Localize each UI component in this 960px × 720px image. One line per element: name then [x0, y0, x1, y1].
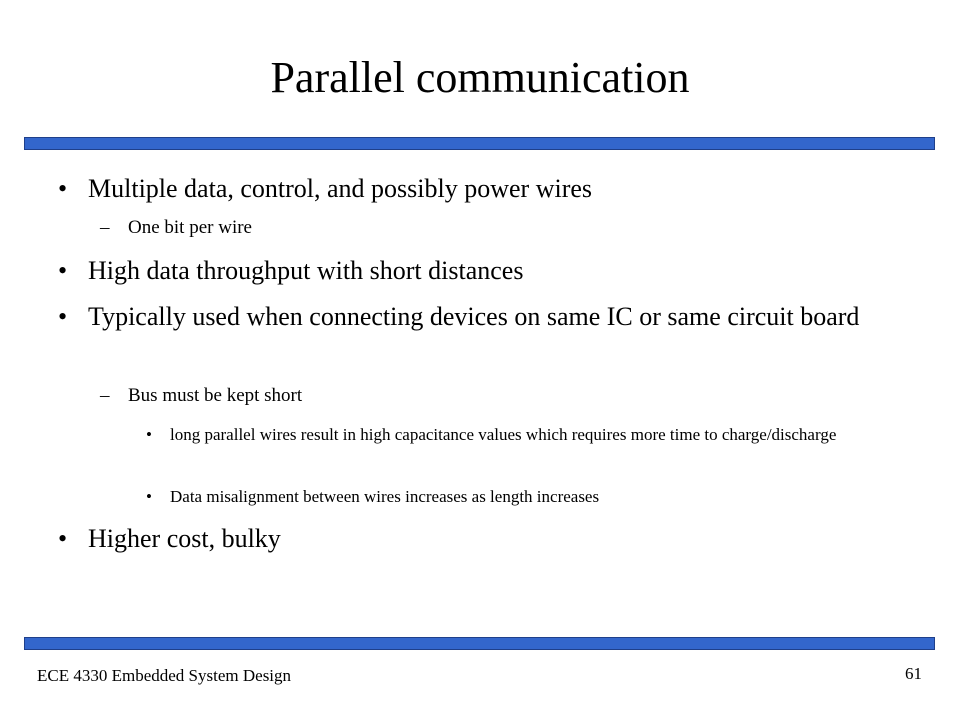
- sub-bullet-glyph: –: [100, 217, 110, 238]
- footer-course-title: ECE 4330 Embedded System Design: [37, 666, 292, 685]
- bullet-text: Typically used when connecting devices on same IC or same circuit board: [88, 302, 860, 331]
- slide-title: Parallel communication: [270, 53, 690, 102]
- sub-bullet-text: One bit per wire: [128, 217, 252, 238]
- sub-sub-bullet-glyph: •: [146, 425, 152, 444]
- bullet-text: Higher cost, bulky: [88, 524, 281, 553]
- page-number: 61: [905, 664, 922, 683]
- sub-bullet-text: Bus must be kept short: [128, 385, 303, 406]
- sub-sub-bullet-text: long parallel wires result in high capacitance values which requires more time to charge/discharge: [170, 425, 837, 444]
- bullet-text: Multiple data, control, and possibly power wires: [88, 174, 593, 203]
- sub-sub-bullet-glyph: •: [146, 487, 152, 506]
- bullet-glyph: •: [58, 256, 68, 285]
- sub-bullet-glyph: –: [100, 385, 110, 406]
- bullet-text: High data throughput with short distances: [88, 256, 524, 285]
- bullet-glyph: •: [58, 524, 68, 553]
- footer-divider-bar: [24, 637, 935, 650]
- sub-sub-bullet-text: Data misalignment between wires increases as length increases: [170, 487, 600, 506]
- bullet-glyph: •: [58, 174, 68, 203]
- bullet-glyph: •: [58, 302, 68, 331]
